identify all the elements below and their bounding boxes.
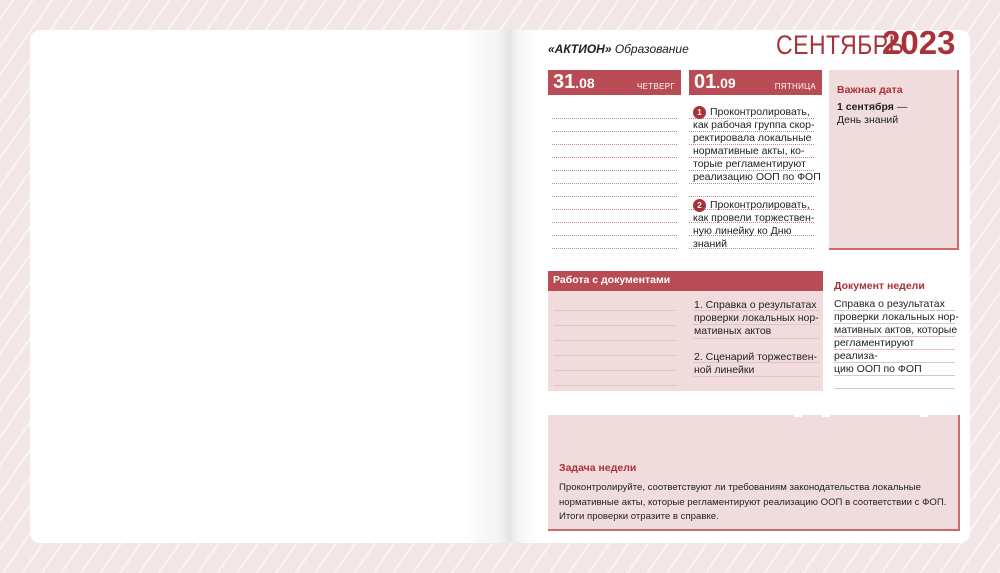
publisher-logo: «АКТИОН» Образование	[548, 42, 689, 56]
doc-week-text: Справка о результатах проверки локальных нор- мативных актов, которые регламентируют реализа- цию ООП по ФОП	[834, 298, 959, 375]
documents-item-1: 1. Справка о результатах проверки локальных нор- мативных актов	[694, 299, 819, 337]
page-gutter	[460, 30, 540, 543]
task-week-box	[548, 415, 960, 531]
important-text: 1 сентября — День знаний	[837, 101, 908, 126]
important-date-box	[829, 70, 959, 250]
documents-item-2: 2. Сценарий торжествен- ной линейки	[694, 351, 818, 376]
task-item-1: 1 Проконтролировать, как рабочая группа скор- ректировала локальные нормативные акты, ко- торые регламентируют реализацию ООП по ФОП	[693, 106, 821, 183]
doc-week-title: Документ недели	[834, 280, 925, 292]
important-title: Важная дата	[837, 84, 903, 96]
documents-title: Работа с документами	[548, 271, 823, 291]
task-week-text: Проконтролируйте, соответствуют ли требованиям законодательства локальные нормативные акты, которые регламентируют реализацию ООП в соответствии с ФОП. Итоги проверки отразите в справке.	[559, 482, 947, 522]
planner-spread	[30, 30, 970, 543]
year-title: 2023	[882, 30, 956, 61]
task-item-2: 2 Проконтролировать, как провели торжествен- ную линейку ко Дню знаний	[693, 199, 815, 250]
task-week-title: Задача недели	[559, 462, 637, 474]
number-badge: 2	[693, 199, 706, 212]
day-header-1: 31.08 ЧЕТВЕРГ	[548, 70, 681, 95]
number-badge: 1	[693, 106, 706, 119]
day-header-2: 01.09 ПЯТНИЦА	[689, 70, 822, 95]
month-title: СЕНТЯБРЬ	[776, 30, 905, 60]
